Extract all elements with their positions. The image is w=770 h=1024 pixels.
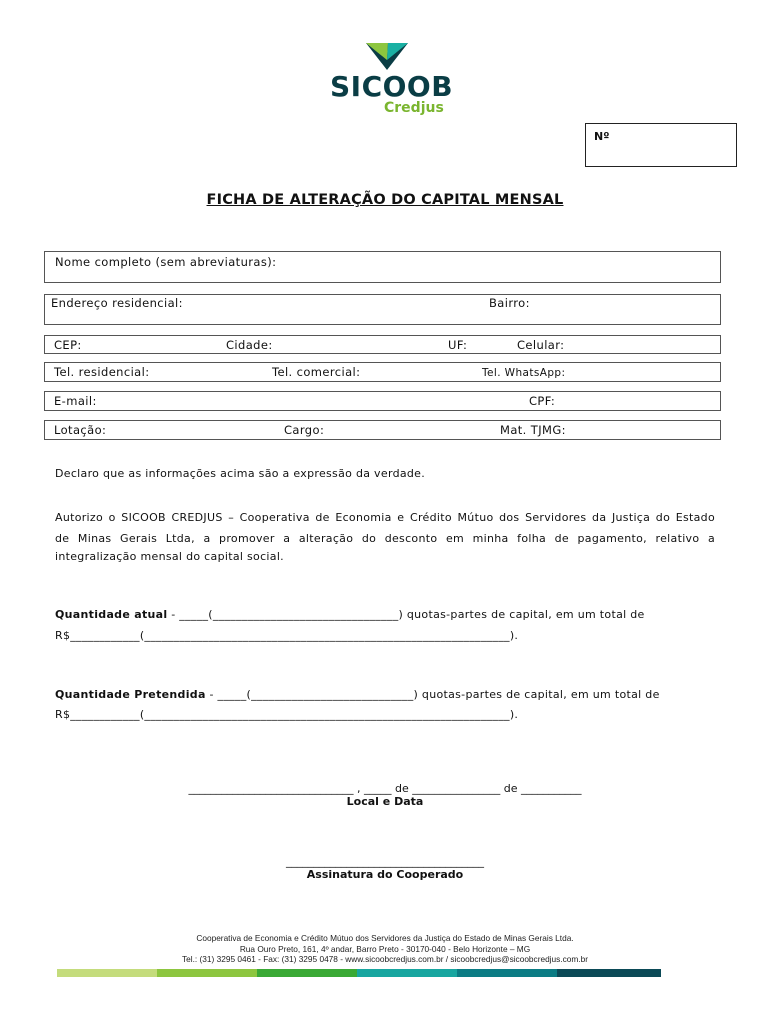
tel-comercial-label: Tel. comercial: (272, 365, 361, 379)
email-label: E-mail: (54, 394, 97, 408)
numero-box[interactable] (585, 123, 737, 167)
cpf-label: CPF: (529, 394, 556, 408)
quantidade-atual-line (55, 608, 645, 621)
quantidade-pretendida-line (55, 688, 660, 701)
numero-label: Nº (594, 130, 610, 143)
bairro-label: Bairro: (489, 296, 530, 310)
footer-bar-segment (257, 969, 357, 977)
endereco-label: Endereço residencial: (51, 296, 183, 310)
cep-row-field[interactable] (44, 335, 721, 354)
tel-whatsapp-label: Tel. WhatsApp: (482, 367, 566, 379)
cidade-label: Cidade: (226, 338, 273, 352)
lotacao-row-field[interactable] (44, 420, 721, 440)
footer-line1: Cooperativa de Economia e Crédito Mútuo dos Servidores da Justiça do Estado de Minas Gerais Ltda. (196, 933, 574, 943)
local-data-line: ______________________________ , _____ de ________________ de ___________ (188, 782, 582, 795)
cargo-label: Cargo: (284, 423, 325, 437)
autorizo-line1: Autorizo o SICOOB CREDJUS – Cooperativa de Economia e Crédito Mútuo dos Servidores da Justiça do Estado (55, 511, 715, 524)
footer-bar-segment (57, 969, 157, 977)
footer-bar-segment (557, 969, 661, 977)
uf-label: UF: (448, 338, 468, 352)
quantidade-pretendida-rest: - _____(____________________________) quotas-partes de capital, em um total de (205, 688, 660, 701)
logo-name: SICOOB (330, 70, 454, 103)
autorizo-line2: de Minas Gerais Ltda, a promover a alteração do desconto em minha folha de pagamento, relativo a (55, 532, 715, 545)
footer-line2: Rua Ouro Preto, 161, 4º andar, Barro Preto - 30170-040 - Belo Horizonte – MG (239, 944, 531, 954)
matricula-label: Mat. TJMG: (500, 423, 566, 437)
cep-label: CEP: (54, 338, 82, 352)
page-title: FICHA DE ALTERAÇÃO DO CAPITAL MENSAL (206, 192, 564, 208)
local-data-label: Local e Data (346, 795, 424, 808)
footer-bar-segment (357, 969, 457, 977)
assinatura-line: ____________________________________ (286, 855, 484, 868)
nome-label: Nome completo (sem abreviaturas): (55, 255, 277, 269)
sicoob-logo (322, 40, 452, 120)
quantidade-atual-label: Quantidade atual (55, 608, 168, 621)
logo-sub: Credjus (384, 100, 444, 116)
email-row-field[interactable] (44, 391, 721, 411)
quantidade-pretendida-label: Quantidade Pretendida (55, 688, 206, 701)
lotacao-label: Lotação: (54, 423, 107, 437)
autorizo-line3: integralização mensal do capital social. (55, 550, 284, 563)
assinatura-label: Assinatura do Cooperado (306, 868, 464, 881)
sicoob-chevron-icon (322, 40, 452, 72)
quantidade-atual-rest: - _____(________________________________) quotas-partes de capital, em um total de (167, 608, 645, 621)
declaro-text: Declaro que as informações acima são a expressão da verdade. (55, 467, 426, 480)
quantidade-atual-valor: R$____________(_______________________________________________________________). (55, 629, 519, 642)
footer-bar-segment (157, 969, 257, 977)
celular-label: Celular: (517, 338, 565, 352)
footer-line3: Tel.: (31) 3295 0461 - Fax: (31) 3295 0478 - www.sicoobcredjus.com.br / sicoobcredjus@sicoobcredjus.com.br (182, 954, 588, 964)
quantidade-pretendida-valor: R$____________(_______________________________________________________________). (55, 708, 519, 721)
footer-bar-segment (457, 969, 557, 977)
tel-residencial-label: Tel. residencial: (54, 365, 150, 379)
